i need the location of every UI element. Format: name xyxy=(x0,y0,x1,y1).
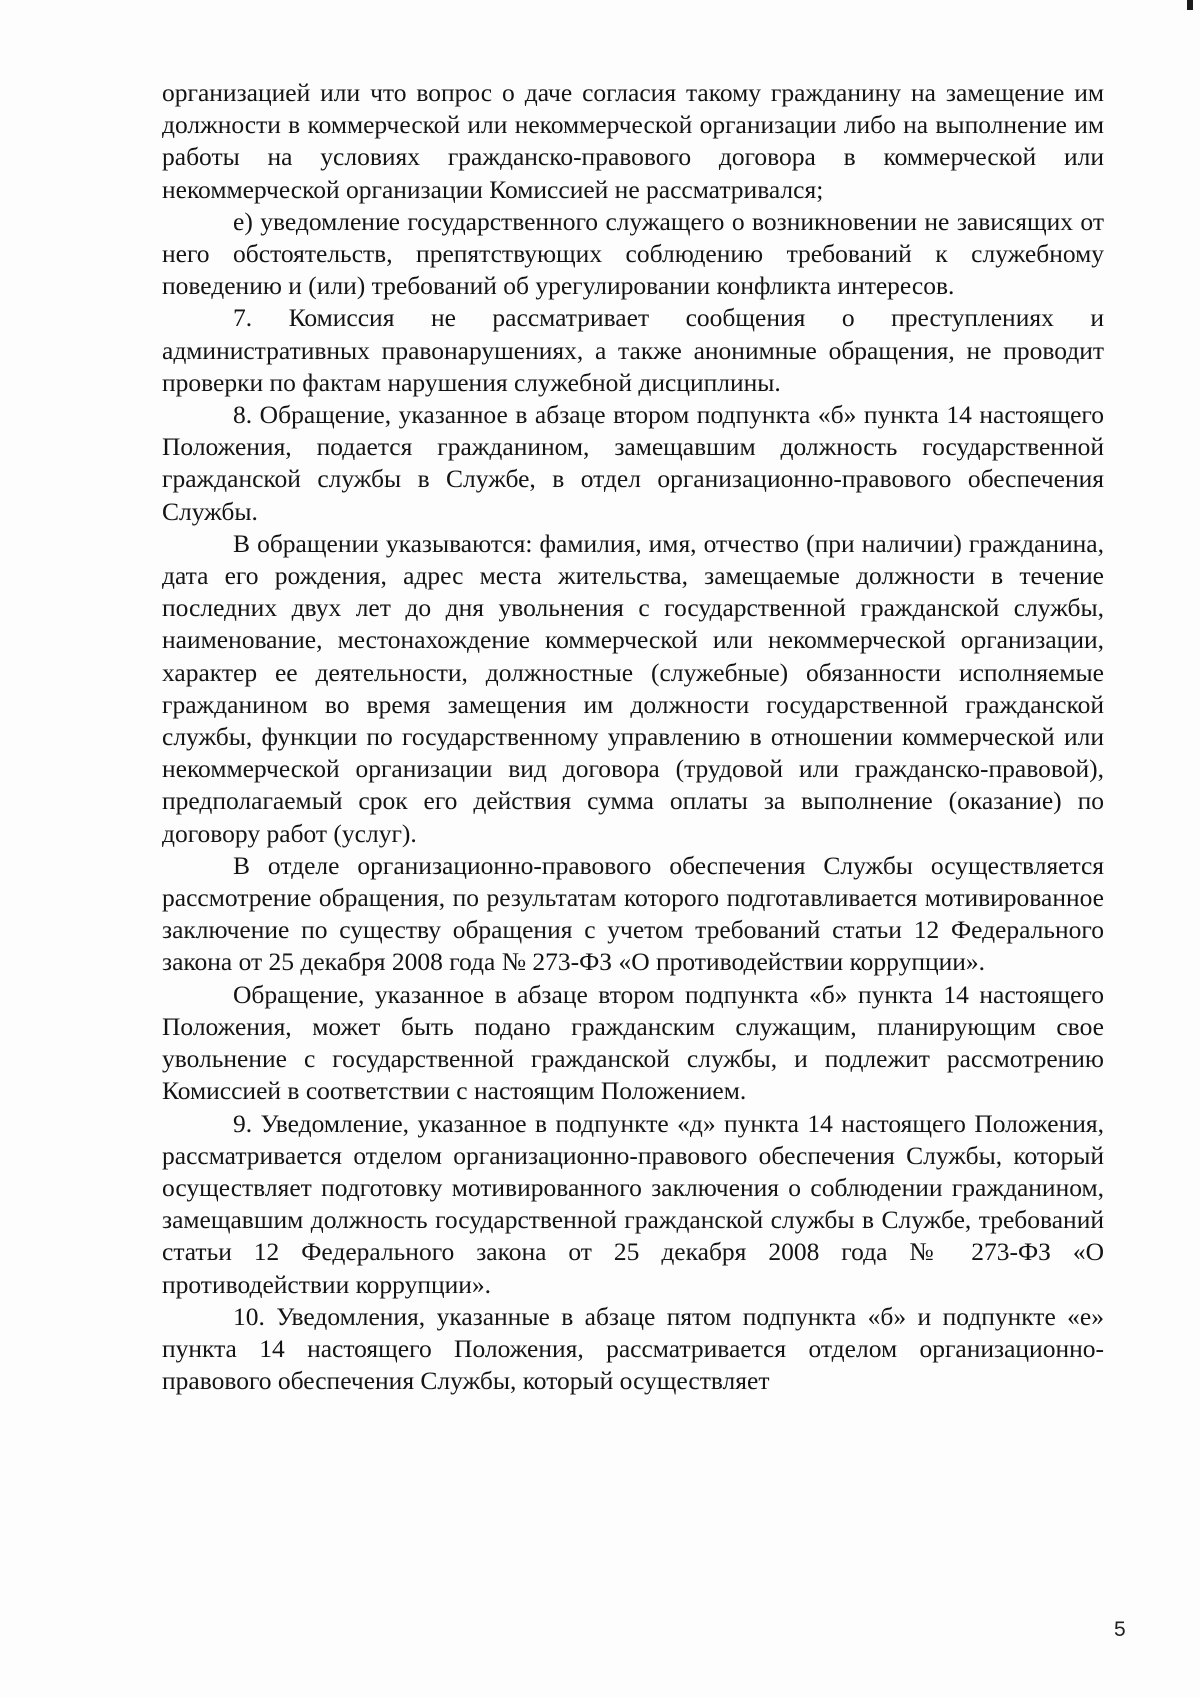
scan-artifact-mark xyxy=(1187,0,1193,10)
paragraph-item-7: 7. Комиссия не рассматривает сообщения о преступлениях и административных правонарушениях, а также анонимные обращения, не проводит проверки по фактам нарушения служебной дисциплины. xyxy=(162,303,1104,397)
document-body xyxy=(162,77,1104,1397)
paragraph-item-e: е) уведомление государственного служащего о возникновении не зависящих от него обстоятельств, препятствующих соблюдению требований к служебному поведению и (или) требований об урегулировании конфликта интересов. xyxy=(162,206,1104,301)
paragraph-item-8-civil-servant: Обращение, указанное в абзаце втором подпункта «б» пункта 14 настоящего Положения, может быть подано гражданским служащим, планирующим свое увольнение с государственной гражданской службы, и подлежит рассмотрению Комиссией в соответствии с настоящим Положением. xyxy=(162,979,1104,1106)
paragraph-item-10: 10. Уведомления, указанные в абзаце пятом подпункта «б» и подпункте «е» пункта 14 настоящего Положения, рассматривается отделом организационно-правового обеспечения Службы, который осуществляет xyxy=(162,1301,1104,1396)
paragraph-continuation: организацией или что вопрос о даче согласия такому гражданину на замещение им должности в коммерческой или некоммерческой организации либо на выполнение им работы на условиях гражданско-правового договора в коммерческой или некоммерческой организации Комиссией не рассматривался; xyxy=(162,78,1104,204)
paragraph-item-8-details: В обращении указываются: фамилия, имя, отчество (при наличии) гражданина, дата его рождения, адрес места жительства, замещаемые должности в течение последних двух лет до дня увольнения с государственной гражданской службы, наименование, местонахождение коммерческой или некоммерческой организации, характер ее деятельности, должностные (служебные) обязанности исполняемые гражданином во время замещения им должности государственной гражданской службы, функции по государственному управлению в отношении коммерческой или некоммерческой организации вид договора (трудовой или гражданско-правовой), предполагаемый срок его действия сумма оплаты за выполнение (оказание) по договору работ (услуг). xyxy=(162,528,1104,848)
page-number: 5 xyxy=(1114,1618,1126,1641)
paragraph-item-8: 8. Обращение, указанное в абзаце втором подпункта «б» пункта 14 настоящего Положения, подается гражданином, замещавшим должность государственной гражданской службы в Службе, в отдел организационно-правового обеспечения Службы. xyxy=(162,400,1104,526)
paragraph-item-9: 9. Уведомление, указанное в подпункте «д» пункта 14 настоящего Положения, рассматривается отделом организационно-правового обеспечения Службы, который осуществляет подготовку мотивированного заключения о соблюдении гражданином, замещавшим должность государственной гражданской службы в Службе, требований статьи 12 Федерального закона от 25 декабря 2008 года № 273-ФЗ «О противодействии коррупции». xyxy=(162,1108,1104,1299)
paragraph-item-8-review: В отделе организационно-правового обеспечения Службы осуществляется рассмотрение обращения, по результатам которого подготавливается мотивированное заключение по существу обращения с учетом требований статьи 12 Федерального закона от 25 декабря 2008 года № 273-ФЗ «О противодействии коррупции». xyxy=(162,850,1104,977)
